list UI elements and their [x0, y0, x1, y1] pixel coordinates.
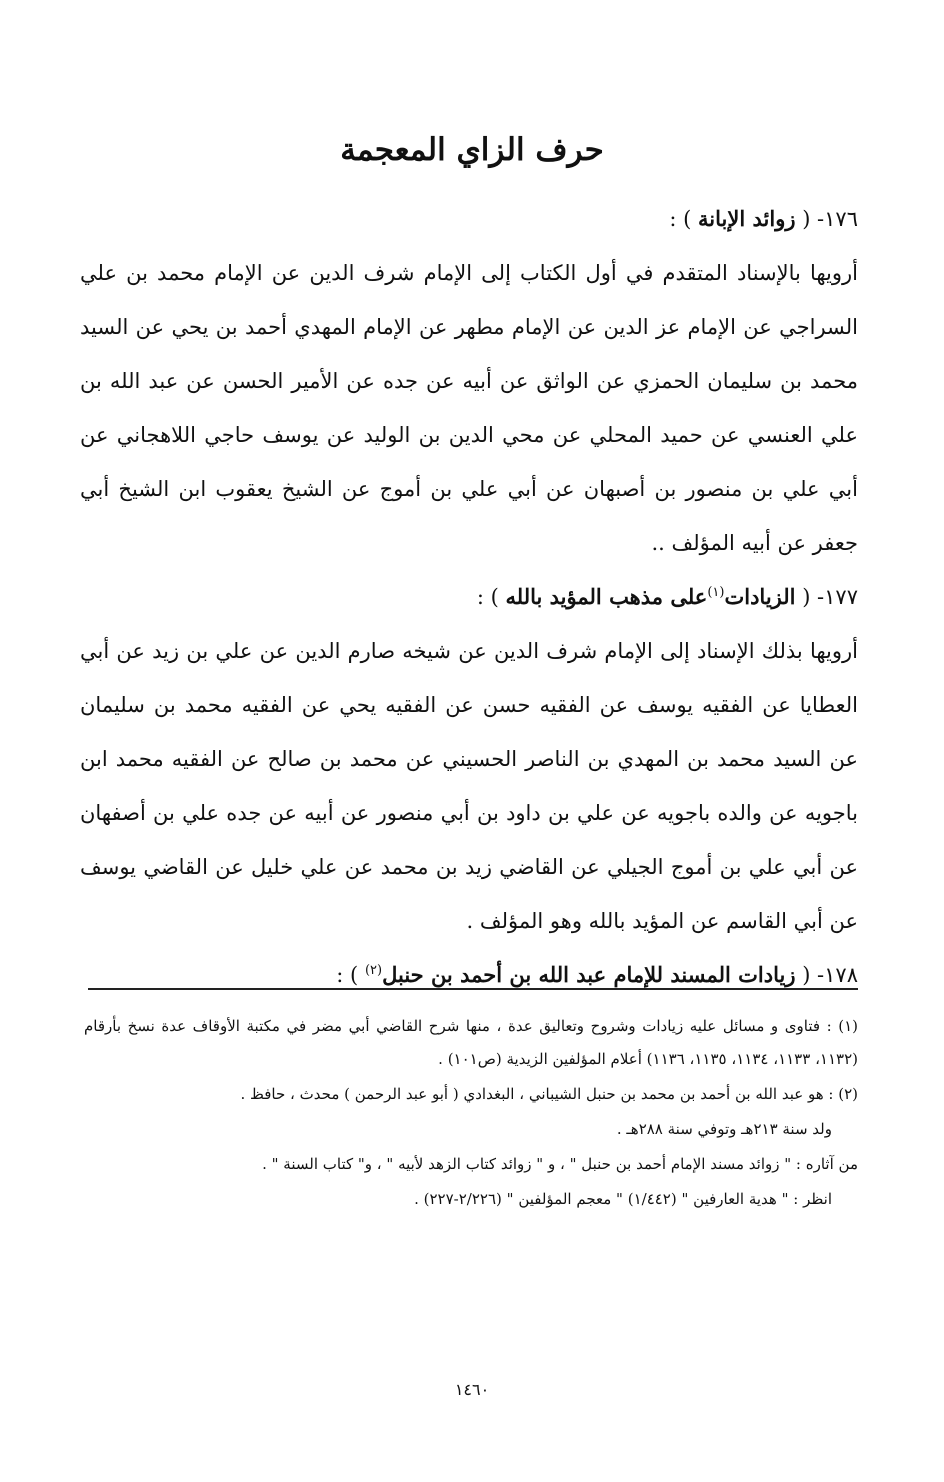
entry-dash: - ( — [802, 585, 825, 609]
entry-number: ١٧٨ — [824, 963, 858, 987]
entry-close: ) : — [476, 585, 499, 609]
main-text — [80, 192, 858, 1002]
footnote-ref[interactable]: (٢) — [364, 963, 383, 978]
footnote-line: انظر : " هدية العارفين " (١/٤٤٢) " معجم المؤلفين " (٢/٢٢٦-٢٢٧) . — [414, 1190, 832, 1208]
entry-heading — [80, 192, 858, 246]
footnote: (٢) : هو عبد الله بن أحمد بن محمد بن حنبل الشيباني ، البغدادي ( أبو عبد الرحمن ) محدث ، حافظ . — [240, 1085, 858, 1103]
page-number: ١٤٦٠ — [454, 1380, 490, 1399]
entry-title: زيادات المسند للإمام عبد الله بن أحمد بن حنبل — [382, 962, 796, 987]
chapter-title: حرف الزاي المعجمة — [340, 132, 604, 168]
entry-number: ١٧٧ — [824, 585, 858, 609]
footnotes — [84, 1010, 858, 1218]
entry-dash: - ( — [802, 207, 825, 231]
footnote: (١) : فتاوى و مسائل عليه زيادات وشروح وتعاليق عدة ، منها شرح القاضي أبي مضر في مكتبة الأوقاف عدة نسخ بأرقام (١١٣٢، ١١٣٣، ١١٣٤، ١١٣٥، ١١٣٦) أعلام المؤلفين الزيدية (ص١٠١) . — [84, 1017, 858, 1068]
entry-heading — [80, 948, 858, 1002]
entry-body: أرويها بذلك الإسناد إلى الإمام شرف الدين عن شيخه صارم الدين عن علي بن زيد عن أبي العطايا عن الفقيه يوسف عن الفقيه حسن عن الفقيه يحي عن الفقيه محمد بن سليمان عن السيد محمد بن المهدي بن الناصر الحسيني عن محمد بن صالح عن الفقيه محمد ابن باجويه عن والده باجويه عن علي بن داود بن أبي منصور عن أبيه عن جده علي بن أصفهان عن أبي علي بن أموج الجيلي عن القاضي زيد بن محمد عن علي خليل عن القاضي يوسف عن أبي القاسم عن المؤيد بالله وهو المؤلف . — [80, 639, 858, 933]
entry-dash: - ( — [802, 963, 825, 987]
entry-number: ١٧٦ — [824, 207, 858, 231]
footnotes-divider — [88, 988, 858, 990]
entry-close: ) : — [336, 963, 359, 987]
entry-close: ) : — [669, 207, 692, 231]
entry-title-suffix: على مذهب المؤيد بالله — [505, 584, 708, 609]
entry-body: أرويها بالإسناد المتقدم في أول الكتاب إلى الإمام شرف الدين عن الإمام محمد بن علي السراجي عن الإمام عز الدين عن الإمام مطهر عن الإمام المهدي أحمد بن يحي عن السيد محمد بن سليمان الحمزي عن الواثق عن أبيه عن جده عن الأمير الحسن عن عبد الله بن علي العنسي عن حميد المحلي عن محي الدين بن الوليد عن يوسف حاجي اللاهجاني عن أبي علي بن منصور بن أصبهان عن أبي علي بن أموج عن الشيخ يعقوب ابن الشيخ أبي جعفر عن أبيه المؤلف .. — [80, 261, 858, 555]
entry-title: زوائد الإبانة — [698, 206, 796, 231]
footnote-line: ولد سنة ٢١٣هـ وتوفي سنة ٢٨٨هـ . — [616, 1120, 832, 1138]
footnote-ref[interactable]: (١) — [707, 585, 725, 600]
entry-heading — [80, 570, 858, 624]
entry-title: الزيادات — [724, 584, 796, 609]
footnote-line: من آثاره : " زوائد مسند الإمام أحمد بن حنبل " ، و " زوائد كتاب الزهد لأبيه " ، و" كتاب السنة " . — [262, 1155, 858, 1173]
